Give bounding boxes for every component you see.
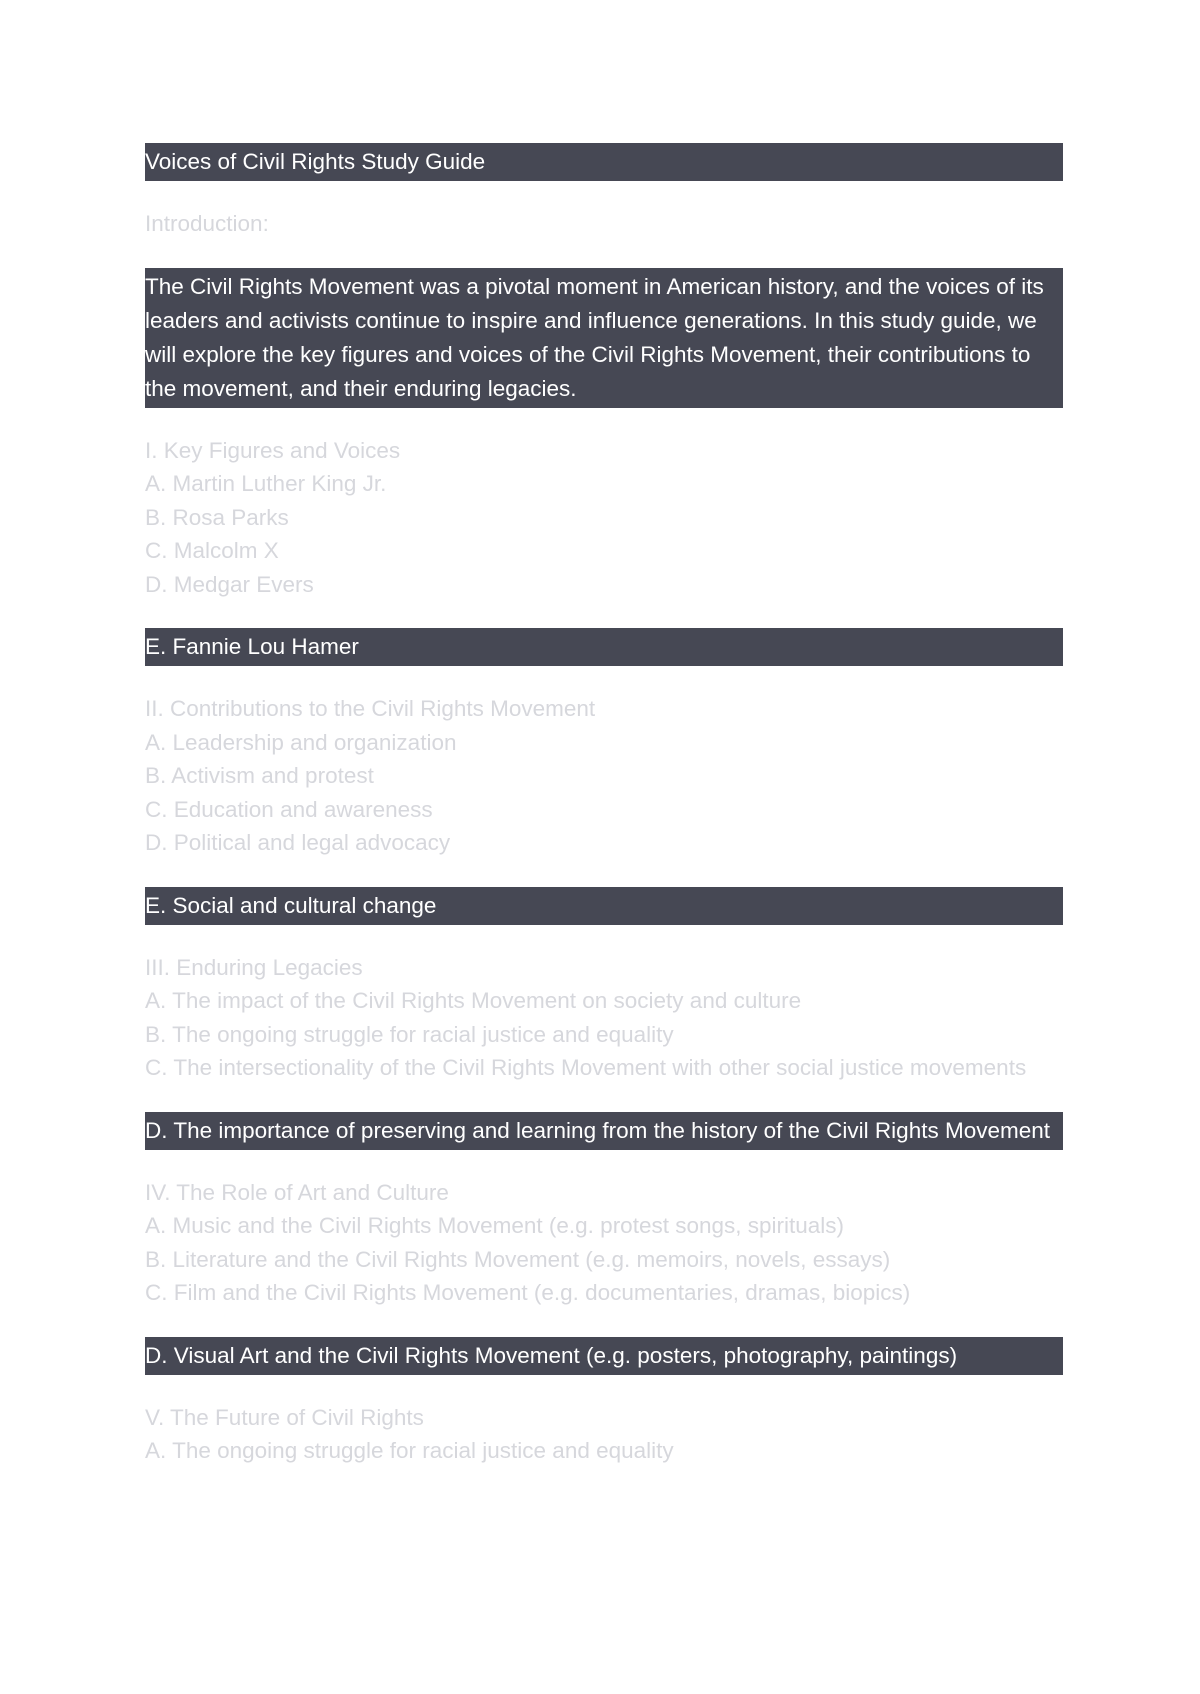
section-heading: I. Key Figures and Voices	[145, 437, 401, 463]
list-item: B. Rosa Parks	[145, 504, 289, 530]
highlighted-item: D. The importance of preserving and learning from the history of the Civil Rights Movement	[145, 1112, 1063, 1150]
document-title: Voices of Civil Rights Study Guide	[145, 143, 1063, 181]
list-item: C. The intersectionality of the Civil Rights Movement with other social justice movements	[145, 1055, 1027, 1080]
section-contributions	[145, 692, 1063, 860]
list-item: B. Literature and the Civil Rights Movement (e.g. memoirs, novels, essays)	[145, 1246, 891, 1272]
section-heading: IV. The Role of Art and Culture	[145, 1179, 449, 1205]
section-heading: III. Enduring Legacies	[145, 954, 363, 980]
introduction-paragraph: The Civil Rights Movement was a pivotal moment in American history, and the voices of its leaders and activists continue to inspire and influence generations. In this study guide, we will explore the key figures and voices of the Civil Rights Movement, their contributions to the movement, and their enduring legacies.	[145, 268, 1063, 408]
list-item: D. Political and legal advocacy	[145, 830, 451, 855]
section-future-of-civil-rights	[145, 1401, 1063, 1468]
list-item: C. Malcolm X	[145, 538, 279, 563]
list-item: A. The impact of the Civil Rights Movement on society and culture	[145, 988, 802, 1013]
list-item: A. Martin Luther King Jr.	[145, 471, 387, 496]
list-item: B. The ongoing struggle for racial justice and equality	[145, 1021, 674, 1047]
list-item: C. Education and awareness	[145, 796, 433, 822]
document-body	[145, 143, 1063, 1468]
list-item: B. Activism and protest	[145, 763, 374, 788]
section-key-figures	[145, 434, 1063, 602]
section-heading: II. Contributions to the Civil Rights Movement	[145, 696, 596, 721]
highlighted-item: E. Social and cultural change	[145, 887, 1063, 925]
list-item: A. Music and the Civil Rights Movement (e.g. protest songs, spirituals)	[145, 1213, 845, 1238]
section-heading: V. The Future of Civil Rights	[145, 1404, 424, 1430]
introduction-label: Introduction:	[145, 211, 269, 236]
highlighted-item: D. Visual Art and the Civil Rights Movement (e.g. posters, photography, paintings)	[145, 1337, 1063, 1375]
list-item: D. Medgar Evers	[145, 571, 314, 597]
highlighted-item: E. Fannie Lou Hamer	[145, 628, 1063, 666]
list-item: A. The ongoing struggle for racial justice and equality	[145, 1438, 674, 1463]
section-enduring-legacies	[145, 951, 1063, 1085]
list-item: A. Leadership and organization	[145, 729, 457, 755]
section-art-and-culture	[145, 1176, 1063, 1310]
list-item: C. Film and the Civil Rights Movement (e.g. documentaries, dramas, biopics)	[145, 1280, 911, 1305]
